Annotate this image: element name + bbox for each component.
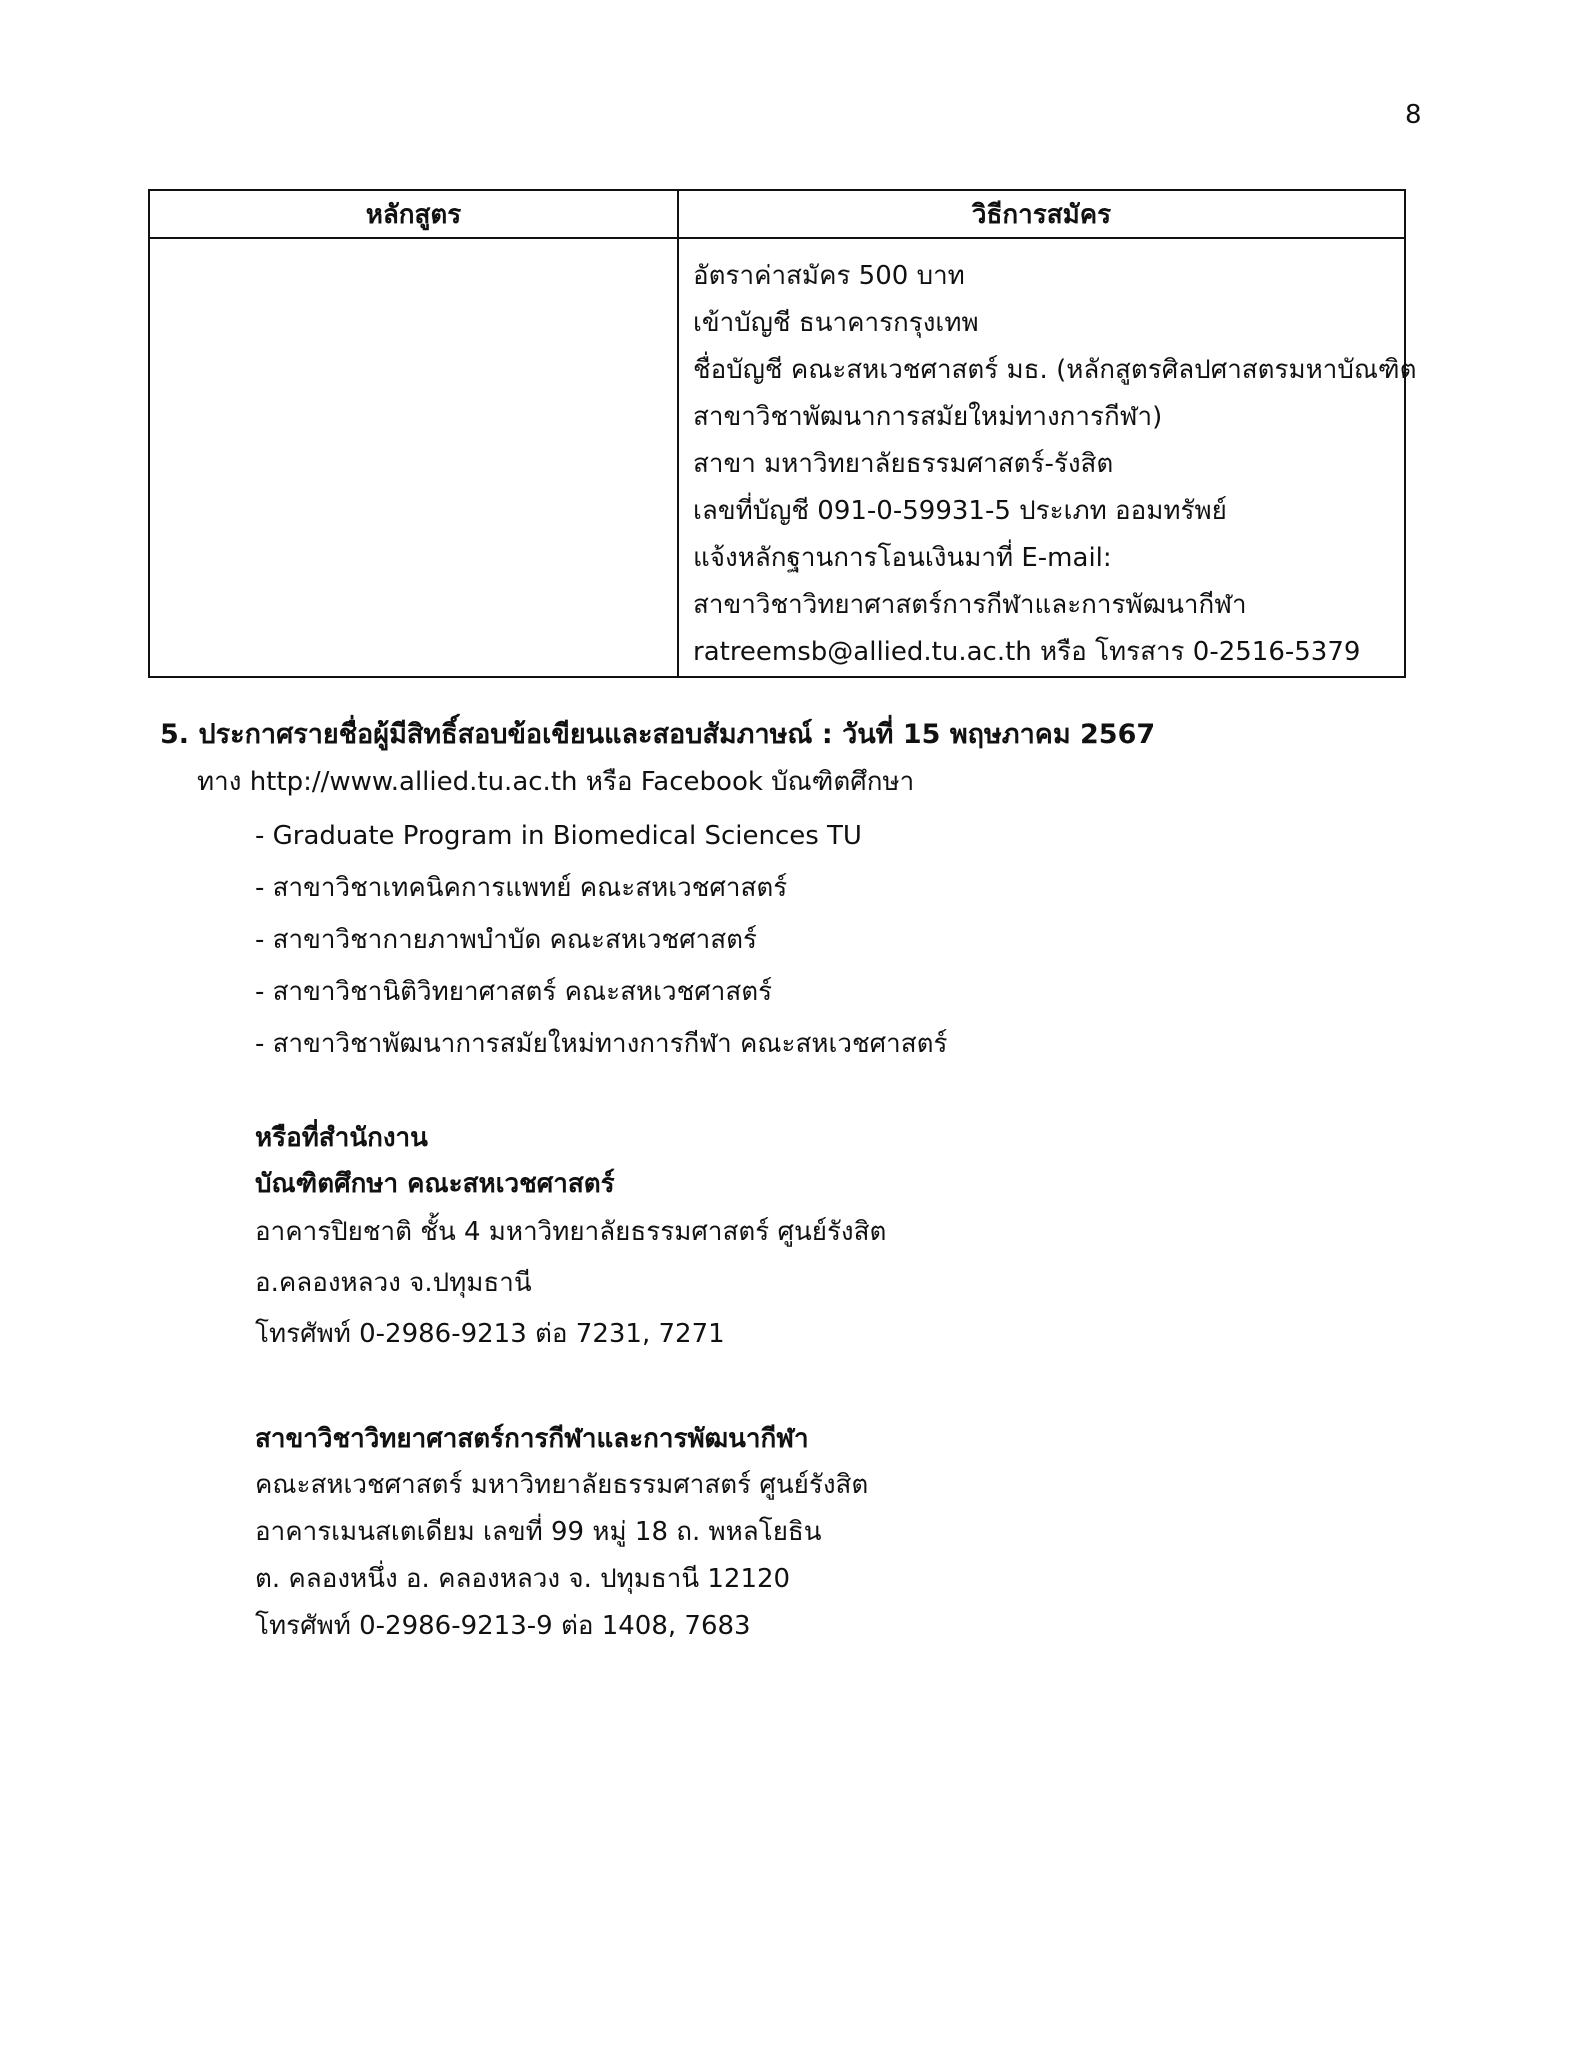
sports-science-faculty: คณะสหเวชศาสตร์ มหาวิทยาลัยธรรมศาสตร์ ศูนย์รังสิต: [255, 1470, 869, 1500]
table-cell-program: [149, 238, 678, 677]
list-item: - สาขาวิชากายภาพบำบัด คณะสหเวชศาสตร์: [255, 925, 757, 955]
program-list: [255, 810, 947, 1070]
table-header-program: หลักสูตร: [149, 190, 678, 238]
payment-proof-email-label: แจ้งหลักฐานการโอนเงินมาที่ E-mail:: [693, 543, 1112, 573]
section-5-intro: ทาง http://www.allied.tu.ac.th หรือ Facebook บัณฑิตศึกษา: [197, 767, 915, 797]
list-item: - สาขาวิชาเทคนิคการแพทย์ คณะสหเวชศาสตร์: [255, 873, 788, 903]
sports-science-building: อาคารเมนสเตเดียม เลขที่ 99 หมู่ 18 ถ. พหลโยธิน: [255, 1517, 822, 1547]
graduate-office-district: อ.คลองหลวง จ.ปทุมธานี: [255, 1268, 532, 1298]
payment-details: [679, 239, 1417, 676]
payment-fee: อัตราค่าสมัคร 500 บาท: [693, 261, 965, 291]
page-number: 8: [1405, 100, 1422, 130]
sports-science-phone: โทรศัพท์ 0-2986-9213-9 ต่อ 1408, 7683: [255, 1611, 751, 1641]
office-alt-heading: หรือที่สำนักงาน: [255, 1123, 428, 1153]
table-row: [149, 238, 1405, 677]
list-item: - สาขาวิชานิติวิทยาศาสตร์ คณะสหเวชศาสตร์: [255, 977, 773, 1007]
payment-branch: สาขา มหาวิทยาลัยธรรมศาสตร์-รังสิต: [693, 449, 1114, 479]
graduate-office-heading: บัณฑิตศึกษา คณะสหเวชศาสตร์: [255, 1169, 615, 1199]
payment-proof-contact: ratreemsb@allied.tu.ac.th หรือ โทรสาร 0-2516-5379: [693, 637, 1361, 667]
list-item: - สาขาวิชาพัฒนาการสมัยใหม่ทางการกีฬา คณะสหเวชศาสตร์: [255, 1029, 948, 1059]
graduate-office-address: อาคารปิยชาติ ชั้น 4 มหาวิทยาลัยธรรมศาสตร์ ศูนย์รังสิต: [255, 1217, 887, 1247]
table-header-application-method: วิธีการสมัคร: [678, 190, 1405, 238]
graduate-office-block: [255, 1115, 886, 1360]
payment-account-name: ชื่อบัญชี คณะสหเวชศาสตร์ มธ. (หลักสูตรศิลปศาสตรมหาบัณฑิต: [693, 355, 1417, 385]
table-header-row: [149, 190, 1405, 238]
payment-proof-department: สาขาวิชาวิทยาศาสตร์การกีฬาและการพัฒนากีฬา: [693, 590, 1247, 620]
payment-account-name-cont: สาขาวิชาพัฒนาการสมัยใหม่ทางการกีฬา): [693, 402, 1163, 432]
sports-science-district: ต. คลองหนึ่ง อ. คลองหลวง จ. ปทุมธานี 12120: [255, 1564, 791, 1594]
payment-bank: เข้าบัญชี ธนาคารกรุงเทพ: [693, 308, 979, 338]
list-item: - Graduate Program in Biomedical Sciences TU: [255, 821, 862, 851]
payment-account-number: เลขที่บัญชี 091-0-59931-5 ประเภท ออมทรัพย์: [693, 496, 1227, 526]
sports-science-office-block: [255, 1416, 868, 1650]
section-5-heading: 5. ประกาศรายชื่อผู้มีสิทธิ์สอบข้อเขียนและสอบสัมภาษณ์ : วันที่ 15 พฤษภาคม 2567: [160, 719, 1156, 750]
sports-science-heading: สาขาวิชาวิทยาศาสตร์การกีฬาและการพัฒนากีฬา: [255, 1424, 809, 1454]
application-table: [148, 189, 1417, 678]
table-cell-application-method: [678, 238, 1417, 677]
graduate-office-phone: โทรศัพท์ 0-2986-9213 ต่อ 7231, 7271: [255, 1319, 725, 1349]
